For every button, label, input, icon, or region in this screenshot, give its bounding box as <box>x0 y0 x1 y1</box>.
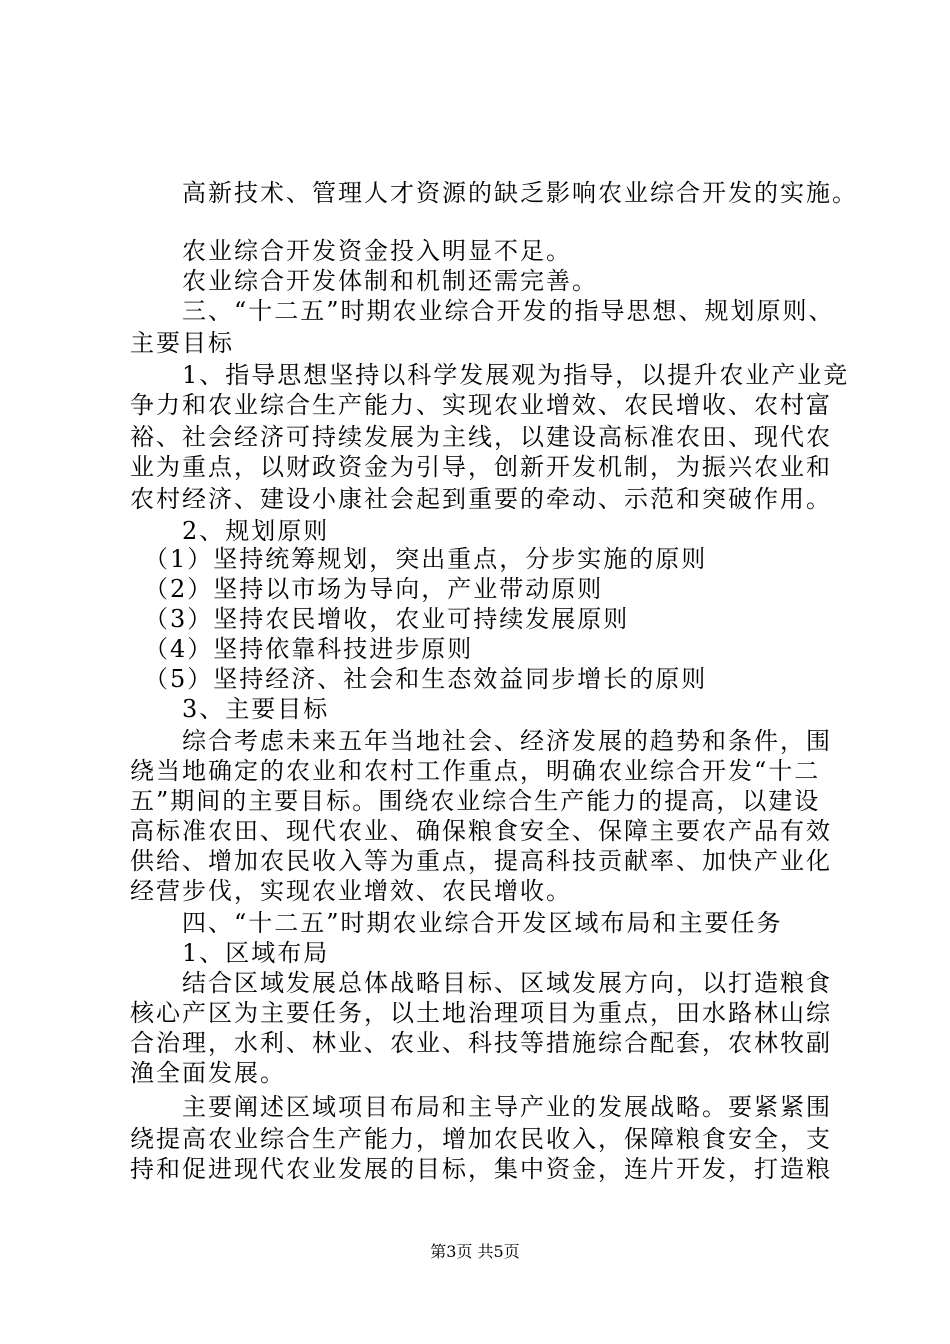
text-line: 三、“十二五”时期农业综合开发的指导思想、规划原则、 <box>130 297 835 325</box>
text-line: 高新技术、管理人才资源的缺乏影响农业综合开发的实施。 <box>130 179 858 207</box>
text-line: 业为重点，以财政资金为引导，创新开发机制，为振兴农业和 <box>130 453 832 481</box>
text-line: 绕提高农业综合生产能力，增加农民收入，保障粮食安全，支 <box>130 1125 832 1153</box>
text-line: （3）坚持农民增收，农业可持续发展原则 <box>130 605 630 633</box>
text-line: 供给、增加农民收入等为重点，提高科技贡献率、加快产业化 <box>130 847 832 875</box>
text-line: 裕、社会经济可持续发展为主线，以建设高标准农田、现代农 <box>130 423 832 451</box>
text-line: 1、区域布局 <box>130 939 330 967</box>
text-line: 核心产区为主要任务，以土地治理项目为重点，田水路林山综 <box>130 999 832 1027</box>
text-line: 四、“十二五”时期农业综合开发区域布局和主要任务 <box>130 909 783 937</box>
text-line: 3、主要目标 <box>130 695 330 723</box>
text-line: （4）坚持依靠科技进步原则 <box>130 635 474 663</box>
text-line: 主要目标 <box>130 329 234 357</box>
text-line: 2、规划原则 <box>130 517 330 545</box>
text-line: 绕当地确定的农业和农村工作重点，明确农业综合开发“十二 <box>130 757 821 785</box>
text-line: （5）坚持经济、社会和生态效益同步增长的原则 <box>130 665 708 693</box>
text-line: 渔全面发展。 <box>130 1059 286 1087</box>
text-line: 1、指导思想坚持以科学发展观为指导，以提升农业产业竞 <box>130 361 850 389</box>
text-line: 主要阐述区域项目布局和主导产业的发展战略。要紧紧围 <box>130 1093 832 1121</box>
text-line: 经营步伐，实现农业增效、农民增收。 <box>130 877 572 905</box>
text-line: 五”期间的主要目标。围绕农业综合生产能力的提高，以建设 <box>130 787 821 815</box>
text-line: （2）坚持以市场为导向，产业带动原则 <box>130 575 604 603</box>
text-line: 综合考虑未来五年当地社会、经济发展的趋势和条件，围 <box>130 727 832 755</box>
text-line: 持和促进现代农业发展的目标，集中资金，连片开发，打造粮 <box>130 1155 832 1183</box>
text-line: 农村经济、建设小康社会起到重要的牵动、示范和突破作用。 <box>130 485 832 513</box>
text-line: 高标准农田、现代农业、确保粮食安全、保障主要农产品有效 <box>130 817 832 845</box>
text-line: （1）坚持统筹规划，突出重点，分步实施的原则 <box>130 545 708 573</box>
page-number-footer: 第3页 共5页 <box>430 1242 520 1261</box>
text-line: 农业综合开发体制和机制还需完善。 <box>130 267 598 295</box>
text-line: 争力和农业综合生产能力、实现农业增效、农民增收、农村富 <box>130 391 832 419</box>
text-line: 农业综合开发资金投入明显不足。 <box>130 237 572 265</box>
text-line: 结合区域发展总体战略目标、区域发展方向，以打造粮食 <box>130 969 832 997</box>
text-line: 合治理，水利、林业、农业、科技等措施综合配套，农林牧副 <box>130 1029 832 1057</box>
